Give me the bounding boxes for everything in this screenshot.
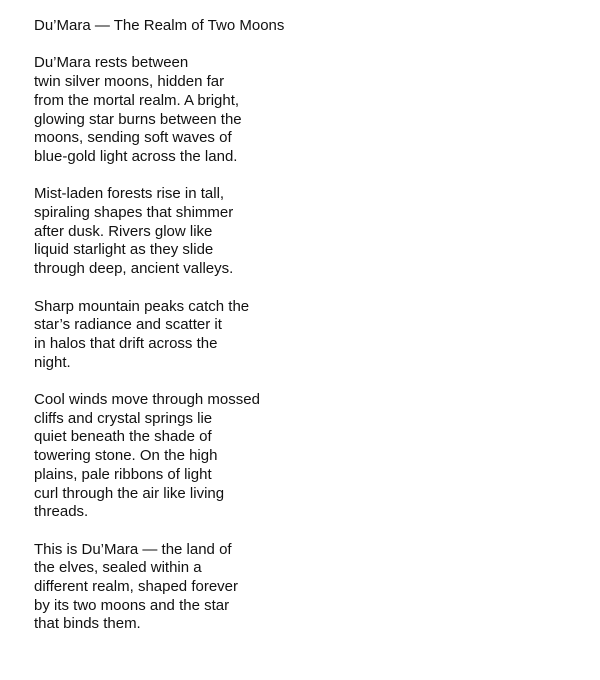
stanza-line: Du’Mara rests between [34,54,189,72]
stanza-2 [34,185,574,279]
stanza-5 [34,541,574,635]
stanza-line: glowing star burns between the [34,110,242,128]
stanza-line: moons, sending soft waves of [34,129,232,147]
document-title: Du’Mara — The Realm of Two Moons [34,17,285,34]
stanza-line: the elves, sealed within a [34,559,202,577]
stanza-line: spiraling shapes that shimmer [34,204,234,221]
stanza-line: by its two moons and the star [34,596,230,614]
stanza-line: in halos that drift across the [34,334,218,352]
stanza-line: twin silver moons, hidden far [34,73,225,91]
stanza-line: curl through the air like living [34,484,225,502]
stanza-line: from the mortal realm. A bright, [34,91,240,109]
stanza-line: different realm, shaped forever [34,578,239,596]
stanza-3 [34,298,574,373]
stanza-line: that binds them. [34,615,141,633]
stanza-line: blue-gold light across the land. [34,147,238,165]
stanza-line: through deep, ancient valleys. [34,260,234,278]
stanza-line: Cool winds move through mossed [34,391,260,408]
document-page [34,17,574,653]
stanza-line: threads. [34,503,89,521]
stanza-line: liquid starlight as they slide [34,241,214,259]
stanza-line: Sharp mountain peaks catch the [34,297,250,315]
stanza-4 [34,391,574,522]
stanza-line: night. [34,353,71,371]
stanza-line: quiet beneath the shade of [34,428,212,446]
stanza-line: after dusk. Rivers glow like [34,222,213,240]
stanza-1 [34,54,574,166]
stanza-line: Mist-laden forests rise in tall, [34,185,225,203]
stanza-line: cliffs and crystal springs lie [34,409,213,427]
stanza-line: This is Du’Mara — the land of [34,540,232,558]
stanza-line: star’s radiance and scatter it [34,316,222,334]
stanza-line: towering stone. On the high [34,447,218,465]
stanza-line: plains, pale ribbons of light [34,465,212,483]
